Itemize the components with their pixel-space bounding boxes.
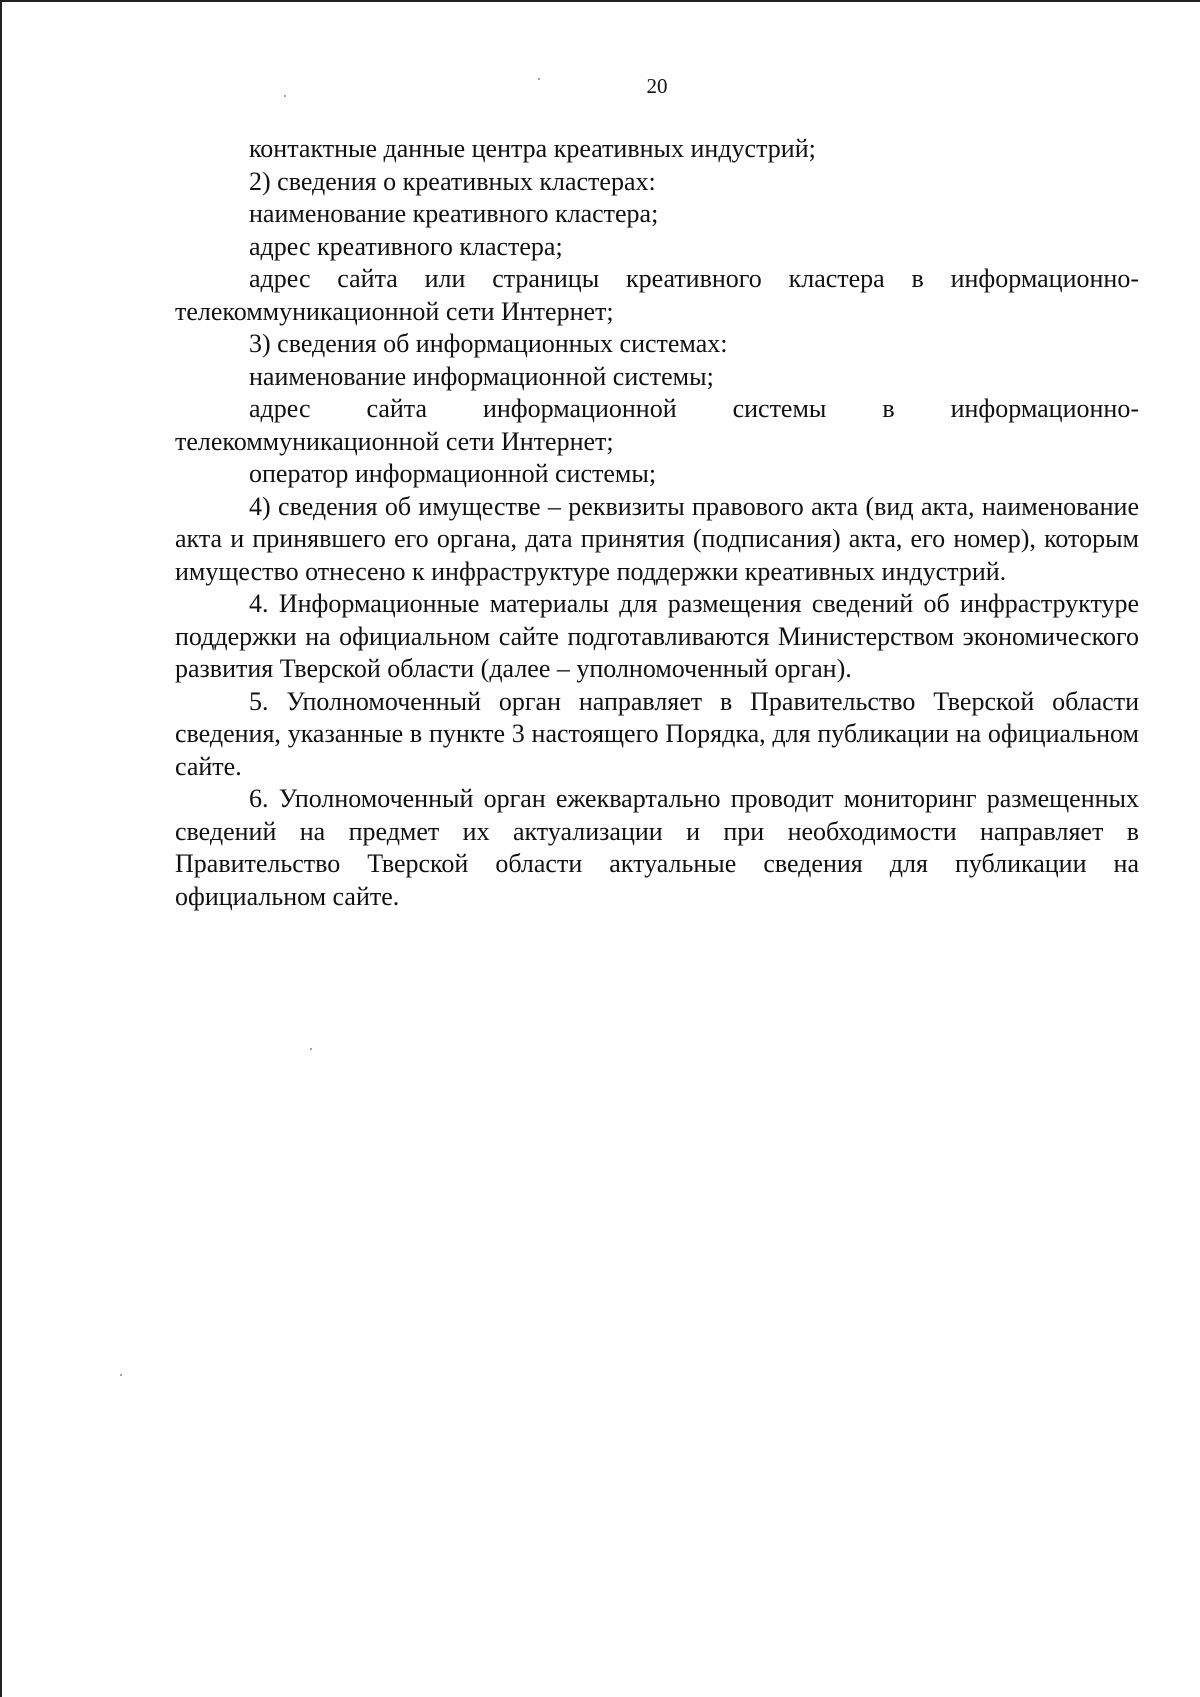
page-number: 20 (646, 74, 668, 98)
scan-speck (310, 1048, 312, 1050)
paragraph-info-systems-heading: 3) сведения об информационных системах: (249, 329, 728, 358)
paragraph-cluster-website: адрес сайта или страницы креативного кластера в информационно-телекоммуникационной сети Интернет; (175, 264, 1139, 326)
paragraph-cluster-address: адрес креативного кластера; (249, 231, 563, 261)
paragraph-clause-6: 6. Уполномоченный орган ежеквартально проводит мониторинг размещенных сведений на предмет их актуализации и при необходимости направляет в Правительство Тверской области актуальные сведения для публикации на официальном сайте. (175, 784, 1139, 911)
paragraph-cluster-name: наименование креативного кластера; (249, 199, 659, 228)
scan-speck (284, 95, 286, 97)
document-body (175, 133, 1139, 913)
paragraph-info-system-website: адрес сайта информационной системы в информационно-телекоммуникационной сети Интернет; (175, 394, 1139, 456)
paragraph-creative-center-contacts: контактные данные центра креативных индустрий; (249, 134, 816, 163)
scan-speck (120, 1374, 122, 1376)
paragraph-clause-5: 5. Уполномоченный орган направляет в Правительство Тверской области сведения, указанные в пункте 3 настоящего Порядка, для публикации на официальном сайте. (175, 686, 1139, 781)
paragraph-clusters-heading: 2) сведения о креативных кластерах: (249, 166, 656, 196)
paragraph-clause-4: 4. Информационные материалы для размещения сведений об инфраструктуре поддержки на официальном сайте подготавливаются Министерством экономического развития Тверской области (далее – уполномоченный орган). (175, 589, 1139, 683)
scan-speck (538, 78, 540, 80)
paragraph-info-system-name: наименование информационной системы; (249, 361, 714, 391)
paragraph-info-system-operator: оператор информационной системы; (249, 459, 657, 488)
paragraph-property-details: 4) сведения об имуществе – реквизиты правового акта (вид акта, наименование акта и принявшего его органа, дата принятия (подписания) акта, его номер), которым имущество отнесено к инфраструктуре поддержки креативных индустрий. (175, 491, 1139, 586)
